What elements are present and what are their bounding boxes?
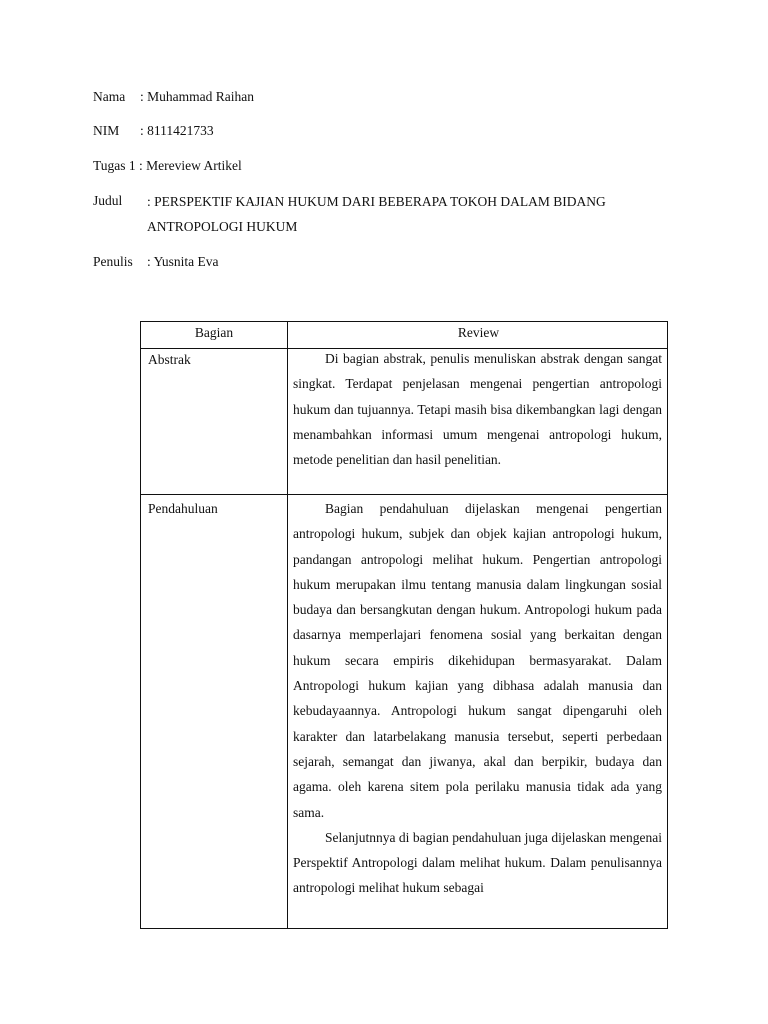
review-paragraph: Selanjutnnya di bagian pendahuluan juga dijelaskan mengenai Perspektif Antropologi dalam melihat hukum. Dalam penulisannya antropologi melihat hukum sebagai <box>293 829 662 896</box>
nama-line <box>93 88 254 106</box>
penulis-value: : Yusnita Eva <box>147 254 219 269</box>
review-paragraph: Di bagian abstrak, penulis menuliskan abstrak dengan sangat singkat. Terdapat penjelasan mengenai pengertian antropologi hukum dan tujuannya. Tetapi masih bisa dikembangkan lagi dengan menambahkan informasi umum mengenai antropologi hukum, metode penelitian dan hasil penelitian. <box>293 351 662 468</box>
penulis-label: Penulis <box>93 254 133 269</box>
nim-label: NIM <box>93 123 120 138</box>
review-paragraph: Bagian pendahuluan dijelaskan mengenai pengertian antropologi hukum, subjek dan objek kajian antropologi hukum, pandangan antropologi melihat hukum. Pengertian antropologi hukum merupakan ilmu tentang manusia dalam lingkungan sosial budaya dan bersangkutan dengan hukum. Antropologi hukum pada dasarnya memperlajari fenomena sosial yang berkaitan dengan hukum secara empiris dikehidupan bermasyarakat. Dalam Antropologi hukum kajian yang dibhasa adalah manusia dan kebudayaannya. Antropologi hukum sangat dipengaruhi oleh karakter dan latarbelakang manusia tersebut, seperti perbedaan sejarah, semangat dan jiwanya, akal dan berpikir, budaya dan agama. oleh karena sitem pola perilaku manusia tidak ada yang sama. <box>293 501 662 820</box>
nama-label: Nama <box>93 89 126 104</box>
nama-value: : Muhammad Raihan <box>140 89 254 104</box>
nim-value: : 8111421733 <box>140 123 214 138</box>
header-bagian: Bagian <box>194 325 234 340</box>
judul-label: Judul <box>93 193 123 208</box>
row-label-pendahuluan: Pendahuluan <box>148 501 218 516</box>
nim-line <box>93 122 214 140</box>
penulis-line <box>93 253 219 271</box>
judul-value: : PERSPEKTIF KAJIAN HUKUM DARI BEBERAPA TOKOH DALAM BIDANG ANTROPOLOGI HUKUM <box>147 194 606 234</box>
column-divider <box>287 322 288 928</box>
review-table <box>140 321 668 929</box>
tugas-line: Tugas 1 : Mereview Artikel <box>93 158 242 173</box>
review-abstrak <box>293 346 662 472</box>
header-review: Review <box>457 325 500 340</box>
row-divider <box>141 494 667 495</box>
row-label-abstrak: Abstrak <box>148 352 191 367</box>
review-pendahuluan <box>293 496 662 901</box>
